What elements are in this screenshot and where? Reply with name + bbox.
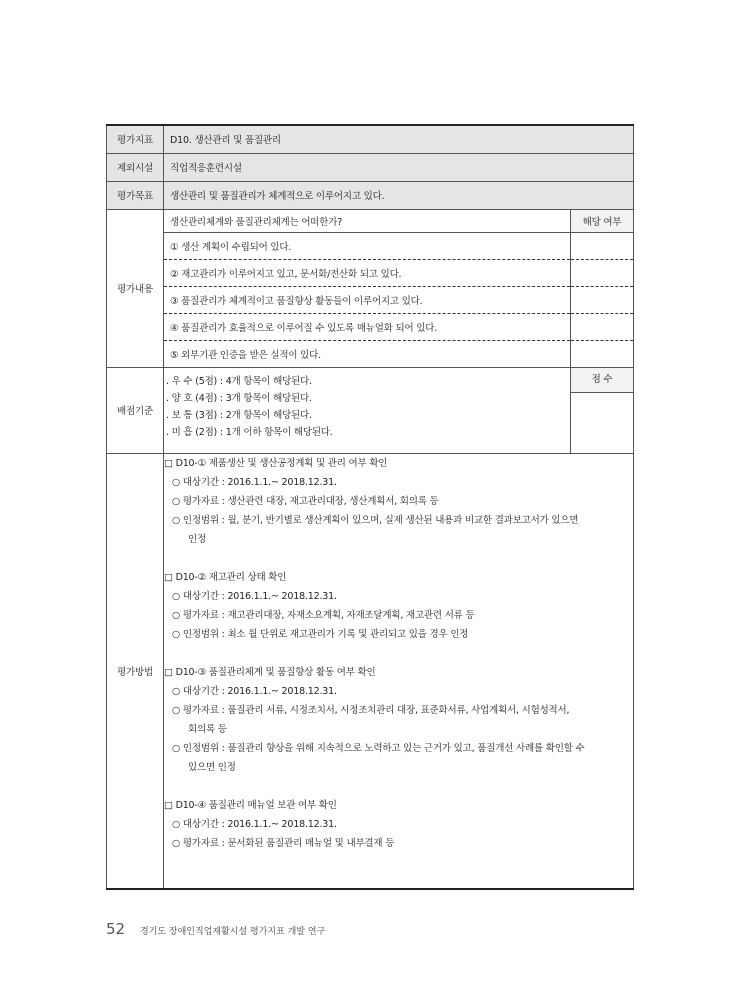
indicator-value: D10. 생산관리 및 품질관리 [164,125,634,153]
bullet: ○ 대상기간 : 2016.1.1.~ 2018.12.31. [172,818,337,830]
section-title: □ D10-③ 품질관리체계 및 품질향상 활동 여부 확인 [164,666,376,678]
section-title: □ D10-④ 품질관리 매뉴얼 보관 여부 확인 [164,799,337,811]
page-footer [106,920,325,938]
score-line: . 우 수 (5점) : 4개 항목이 해당된다. [166,375,312,387]
criterion-item: ⑤ 외부기관 인증을 받은 실적이 있다. [170,349,321,361]
goal-value: 생산관리 및 품질관리가 체계적으로 이루어지고 있다. [164,181,634,209]
bullet-continuation: 회의록 등 [188,723,227,735]
bullet: ○ 평가자료 : 문서화된 품질관리 매뉴얼 및 내부결재 등 [172,837,395,849]
bullet-continuation: 있으면 인정 [188,761,236,773]
footer-title: 경기도 장애인직업재활시설 평가지표 개발 연구 [139,927,326,937]
content-criteria [164,210,633,367]
bullet: ○ 인정범위 : 품질관리 향상을 위해 지속적으로 노력하고 있는 근거가 있고, 품질개선 사례를 확인할 수 [172,742,585,754]
bullet: ○ 대상기간 : 2016.1.1.~ 2018.12.31. [172,476,337,488]
exclude-label: 제외시설 [107,153,164,181]
criterion-item: ④ 품질관리가 효율적으로 이루어질 수 있도록 매뉴얼화 되어 있다. [164,313,571,340]
method-section [164,796,633,853]
check-cell[interactable] [571,232,634,259]
bullet-continuation: 인정 [188,533,206,545]
bullet: ○ 평가자료 : 재고관리대장, 자재소요계획, 자재조달계획, 재고관련 서류 등 [172,609,475,621]
check-cell[interactable] [571,313,634,340]
score-line: . 양 호 (4점) : 3개 항목이 해당된다. [166,392,312,404]
scoring-label: 배점기준 [107,367,164,453]
bullet: ○ 대상기간 : 2016.1.1.~ 2018.12.31. [172,590,337,602]
score-value-cell[interactable] [571,393,633,449]
method-section [164,454,633,549]
exclude-value: 직업적응훈련시설 [164,153,634,181]
indicator-label: 평가지표 [107,125,164,153]
criterion-item: ① 생산 계획이 수립되어 있다. [164,232,571,259]
score-line: . 보 통 (3점) : 2개 항목이 해당된다. [166,409,312,421]
evaluation-table [106,124,634,890]
section-title: □ D10-② 재고관리 상태 확인 [164,571,287,583]
bullet: ○ 대상기간 : 2016.1.1.~ 2018.12.31. [172,685,337,697]
check-cell[interactable] [571,286,634,313]
method-section [164,568,633,644]
section-title: □ D10-① 제품생산 및 생산공정계획 및 관리 여부 확인 [164,457,388,469]
check-cell[interactable] [571,259,634,286]
method-body [164,453,634,889]
content-label: 평가내용 [107,209,164,367]
score-box [571,368,634,453]
check-cell[interactable] [571,340,634,367]
method-section [164,663,633,777]
score-header: 점 수 [571,368,633,393]
scoring-lines [164,368,571,453]
bullet: ○ 인정범위 : 월, 분기, 반기별로 생산계획이 있으며, 실제 생산된 내용과 비교한 결과보고서가 있으면 [172,514,579,526]
bullet: ○ 평가자료 : 생산관련 대장, 재고관리대장, 생산계획서, 회의록 등 [172,495,439,507]
page-number: 52 [106,920,126,938]
bullet: ○ 인정범위 : 최소 월 단위로 재고관리가 기록 및 관리되고 있을 경우 인정 [172,628,469,640]
score-line: . 미 흡 (2점) : 1개 이하 항목이 해당된다. [166,426,333,438]
method-label: 평가방법 [107,453,164,889]
content-question: 생산관리체계와 품질관리체계는 어떠한가? [164,210,571,233]
criterion-item: ③ 품질관리가 체계적이고 품질향상 활동들이 이루어지고 있다. [164,286,571,313]
goal-label: 평가목표 [107,181,164,209]
scoring-criteria [164,368,633,453]
criterion-item: ② 재고관리가 이루어지고 있고, 문서화/전산화 되고 있다. [164,259,571,286]
bullet: ○ 평가자료 : 품질관리 서류, 시정조치서, 시정조치관리 대장, 표준화서류, 사업계획서, 시험성적서, [172,704,570,716]
check-header: 해당 여부 [571,210,634,233]
